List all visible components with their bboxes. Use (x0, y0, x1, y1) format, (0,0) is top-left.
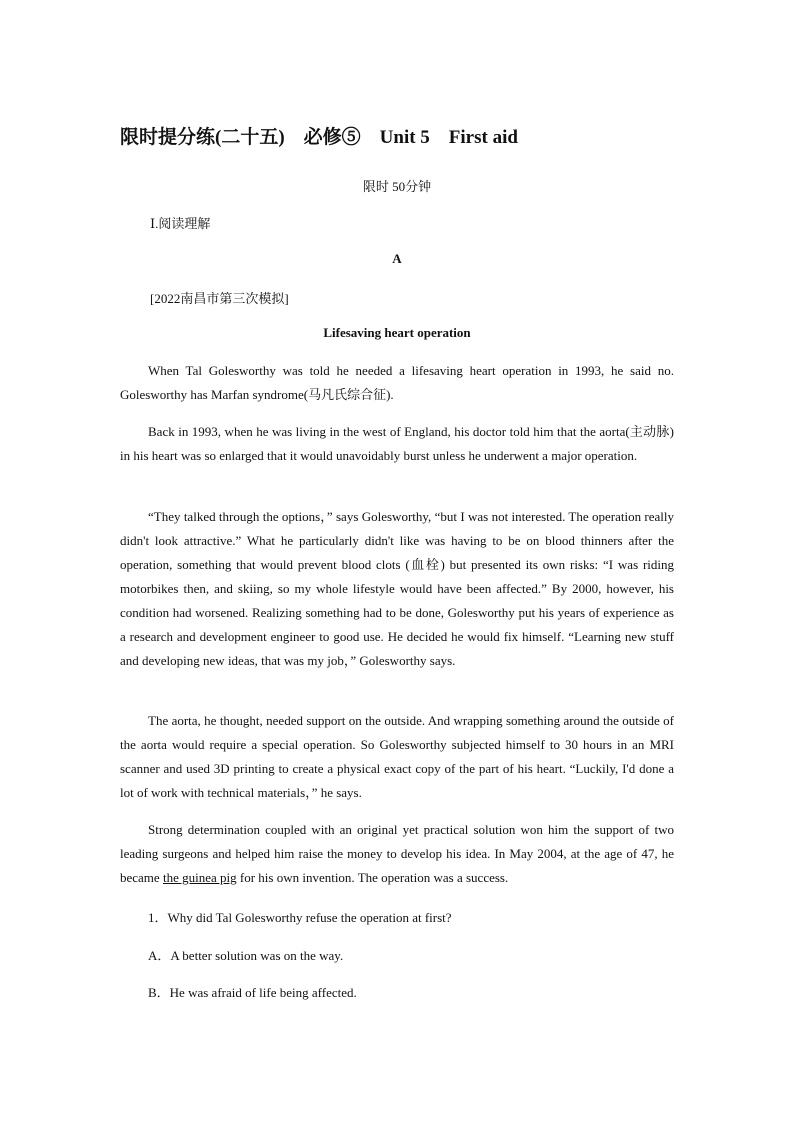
paragraph-1: When Tal Golesworthy was told he needed a lifesaving heart operation in 1993, he said no. Golesworthy has Marfan syndrome(马凡氏综合征). (120, 363, 674, 402)
page-title: 限时提分练(二十五) 必修⑤ Unit 5 First aid (120, 127, 518, 148)
underlined-phrase: the guinea pig (162, 870, 237, 885)
time-limit: 限时 50分钟 (362, 179, 432, 194)
article-title: Lifesaving heart operation (323, 325, 471, 340)
paragraph-4: The aorta, he thought, needed support on the outside. And wrapping something around the outside of the aorta would require a special operation. So Golesworthy subjected himself to 30 hours in an MRI scanner and used 3D printing to create a physical exact copy of the part of his heart. “Luckily, I'd done a lot of work with technical materials，” he says. (120, 713, 674, 800)
paragraph-5-text-after: for his own invention. The operation was a success. (236, 870, 509, 885)
source-note: [2022南昌市第三次模拟] (150, 291, 289, 306)
question-stem: 1．Why did Tal Golesworthy refuse the operation at first? (148, 910, 452, 925)
section-heading: Ⅰ.阅读理解 (150, 216, 211, 231)
paragraph-5 (120, 818, 674, 890)
option-a: A．A better solution was on the way. (148, 948, 344, 963)
paragraph-5-text-before: Strong determination coupled with an original yet practical solution won him the support of two leading surgeons and helped him raise the money to develop his idea. In May 2004, at the age of 47, he became (120, 822, 674, 885)
part-label: A (392, 251, 402, 266)
paragraph-2: Back in 1993, when he was living in the west of England, his doctor told him that the aorta(主动脉) in his heart was so enlarged that it would unavoidably burst unless he underwent a major operation. (120, 424, 674, 463)
paragraph-3: “They talked through the options，” says Golesworthy, “but I was not interested. The operation really didn't look attractive.” What he particularly didn't like was having to be on blood thinners after the operation, something that would prevent blood clots (血栓) but presented its own risks: “I was riding motorbikes then, and skiing, so my whole lifestyle would have been affected.” By 2000, however, his condition had worsened. Realizing something had to be done, Golesworthy put his years of experience as a research and development engineer to good use. He decided he would fix himself. “Learning new stuff and developing new ideas, that was my job，” Golesworthy says. (120, 509, 674, 668)
option-b: B．He was afraid of life being affected. (148, 985, 357, 1000)
